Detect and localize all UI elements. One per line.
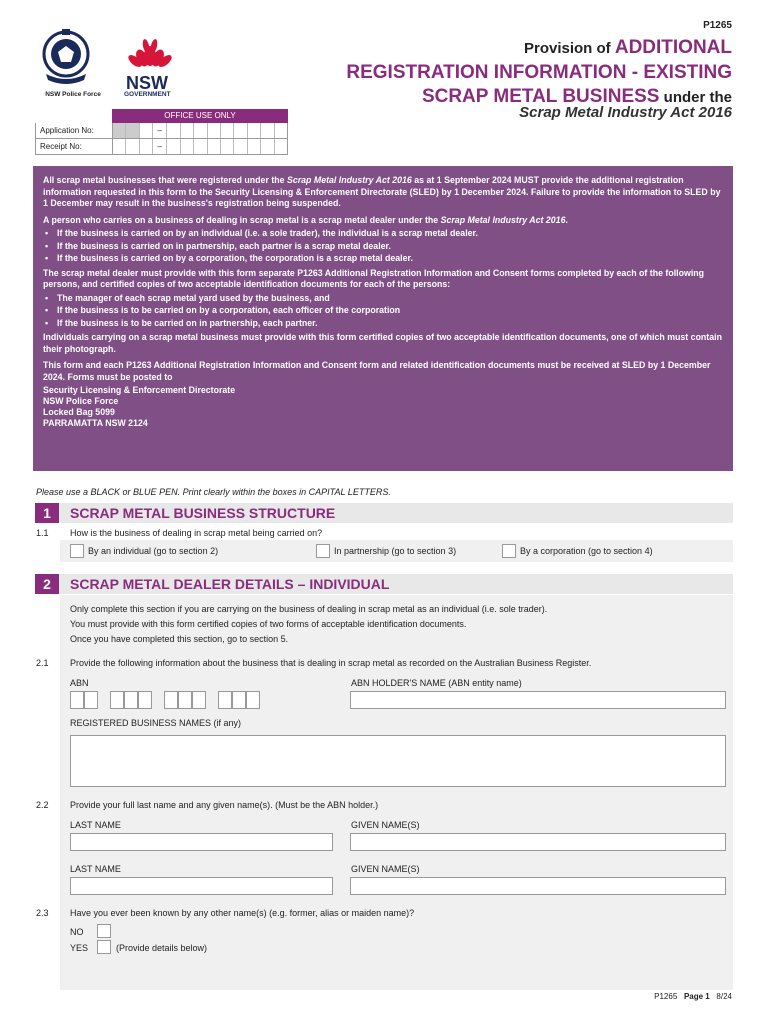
registered-names-field[interactable] <box>70 735 726 787</box>
last-name-field[interactable] <box>70 833 333 851</box>
application-no-label: Application No: <box>36 123 113 138</box>
question-text: How is the business of dealing in scrap metal being carried on? <box>70 528 323 538</box>
address-line: NSW Police Force <box>43 396 119 406</box>
information-box <box>33 166 733 471</box>
nsw-logo-text: NSW <box>126 73 168 93</box>
section-number: 2 <box>35 574 59 594</box>
receipt-no-cell[interactable] <box>194 139 207 154</box>
footer-page: Page 1 <box>683 992 710 1001</box>
list-item: • If the business is carried on by an individual (i.e. a sole trader), the individual is a scrap metal dealer. <box>43 228 723 240</box>
application-no-cell[interactable] <box>208 123 221 138</box>
list-item: • If the business is carried on in partnership, each partner is a scrap metal dealer. <box>43 241 723 253</box>
info-paragraph-4: Individuals carrying on a scrap metal business must provide with this form certified copies of two acceptable identification documents, one of which must contain their photograph. <box>43 332 722 354</box>
partnership-checkbox[interactable] <box>316 544 330 558</box>
footer-date: 8/24 <box>716 992 732 1001</box>
receipt-no-label: Receipt No: <box>36 139 113 154</box>
list-item: • The manager of each scrap metal yard used by the business, and <box>43 293 723 305</box>
section-2-body <box>60 595 733 990</box>
receipt-no-cell[interactable] <box>248 139 261 154</box>
application-no-cell[interactable] <box>181 123 194 138</box>
application-no-cell[interactable] <box>126 123 139 138</box>
corporation-option-label: By a corporation (go to section 4) <box>520 546 653 556</box>
info-text: as at 1 September 2024 <box>411 175 515 185</box>
abn-holder-name-field[interactable] <box>350 691 726 709</box>
abn-digit-box[interactable] <box>192 691 206 709</box>
section-2-header <box>35 574 733 594</box>
abn-digit-box[interactable] <box>218 691 232 709</box>
receipt-no-cell[interactable] <box>234 139 247 154</box>
title-suffix: under the <box>659 89 732 106</box>
receipt-no-dash: – <box>153 139 167 154</box>
intro-line: Once you have completed this section, go to section 5. <box>70 634 289 644</box>
title-accent-1: ADDITIONAL <box>614 37 732 58</box>
abn-digit-box[interactable] <box>178 691 192 709</box>
question-text: Have you ever been known by any other name(s) (e.g. former, alias or maiden name)? <box>70 908 415 918</box>
info-paragraph-5 <box>43 360 723 383</box>
question-number: 2.2 <box>36 800 49 810</box>
receipt-no-cell[interactable] <box>126 139 139 154</box>
form-title <box>346 36 732 110</box>
last-name-label: LAST NAME <box>70 864 121 874</box>
section-number: 1 <box>35 503 59 523</box>
question-text: Provide your full last name and any given name(s). (Must be the ABN holder.) <box>70 800 379 810</box>
postal-address <box>43 385 723 429</box>
question-number: 2.1 <box>36 658 49 668</box>
form-code: P1265 <box>703 20 732 31</box>
abn-digit-box[interactable] <box>84 691 98 709</box>
receipt-no-cell[interactable] <box>221 139 234 154</box>
title-accent-3: SCRAP METAL BUSINESS <box>421 86 660 107</box>
application-no-cell[interactable] <box>248 123 261 138</box>
intro-line: You must provide with this form certified copies of two forms of acceptable identification documents. <box>70 619 467 629</box>
info-act: Scrap Metal Industry Act 2016 <box>440 214 566 225</box>
corporation-checkbox[interactable] <box>502 544 516 558</box>
no-checkbox[interactable] <box>97 924 111 938</box>
info-paragraph-1 <box>43 175 723 210</box>
application-no-cell[interactable] <box>167 123 180 138</box>
info-text: Forms must be posted to <box>65 371 173 382</box>
receipt-no-cell[interactable] <box>208 139 221 154</box>
question-text: Provide the following information about the business that is dealing in scrap metal as recorded on the Australian Business Register. <box>70 658 592 668</box>
office-use-heading: OFFICE USE ONLY <box>112 109 288 123</box>
abn-digit-box[interactable] <box>70 691 84 709</box>
question-number: 1.1 <box>36 528 49 538</box>
receipt-no-row <box>35 139 288 155</box>
receipt-no-cell[interactable] <box>167 139 180 154</box>
registered-names-label: REGISTERED BUSINESS NAMES (if any) <box>70 718 242 728</box>
info-act: Scrap Metal Industry Act 2016 <box>286 175 412 185</box>
abn-digit-box[interactable] <box>124 691 138 709</box>
last-name-label: LAST NAME <box>70 820 121 830</box>
address-line: PARRAMATTA NSW 2124 <box>43 418 148 428</box>
receipt-no-cell[interactable] <box>113 139 126 154</box>
abn-digit-box[interactable] <box>110 691 124 709</box>
dealer-definition-list <box>43 228 723 265</box>
info-paragraph-3: The scrap metal dealer must provide with this form separate P1263 Additional Registration Information and Consent forms completed by each of the following persons, and certified copies of two acceptable identification documents for each of the persons: <box>43 267 705 289</box>
police-logo-caption: NSW Police Force <box>45 91 101 98</box>
receipt-no-cell[interactable] <box>181 139 194 154</box>
nsw-police-logo <box>38 28 108 98</box>
section-title: SCRAP METAL BUSINESS STRUCTURE <box>70 505 336 521</box>
footer-code: P1265 <box>654 992 678 1001</box>
partnership-option-label: In partnership (go to section 3) <box>334 546 457 556</box>
abn-label: ABN <box>70 678 89 688</box>
list-item: • If the business is to be carried on by a corporation, each officer of the corporation <box>43 305 723 317</box>
abn-digit-box[interactable] <box>232 691 246 709</box>
abn-digit-box[interactable] <box>138 691 152 709</box>
section-2-intro <box>70 602 547 647</box>
application-no-cell[interactable] <box>113 123 126 138</box>
pen-instruction: Please use a BLACK or BLUE PEN. Print clearly within the boxes in CAPITAL LETTERS. <box>36 487 391 497</box>
section-1-header <box>35 503 733 523</box>
nsw-logo-sub: GOVERNMENT <box>124 91 171 98</box>
section-title: SCRAP METAL DEALER DETAILS – INDIVIDUAL <box>70 576 390 592</box>
yes-note: (Provide details below) <box>116 943 208 953</box>
application-no-row <box>35 123 288 139</box>
individual-option-label: By an individual (go to section 2) <box>88 546 219 556</box>
application-no-cell[interactable] <box>234 123 247 138</box>
page-footer <box>654 992 732 1001</box>
address-line: Security Licensing & Enforcement Directorate <box>43 385 236 395</box>
given-names-field[interactable] <box>350 833 726 851</box>
individual-checkbox[interactable] <box>70 544 84 558</box>
nsw-government-logo <box>120 34 190 98</box>
list-item: • If the business is to be carried on in partnership, each partner. <box>43 318 723 330</box>
required-persons-list <box>43 293 723 330</box>
info-text: . <box>565 214 568 225</box>
application-no-dash: – <box>153 123 167 138</box>
office-use-table <box>35 109 288 155</box>
title-prefix: Provision of <box>524 40 615 57</box>
info-text: This form and each P1263 Additional Registration Information and Consent form and related identification documents <box>43 360 538 370</box>
abn-digit-box[interactable] <box>246 691 260 709</box>
given-names-label: GIVEN NAME(S) <box>351 820 420 830</box>
list-item: • If the business is carried on by a corporation, the corporation is a scrap metal dealer. <box>43 253 723 265</box>
title-line-2: REGISTRATION INFORMATION - EXISTING <box>346 62 732 83</box>
police-crest-icon <box>38 28 94 86</box>
application-no-cell[interactable] <box>140 123 153 138</box>
given-names-label: GIVEN NAME(S) <box>351 864 420 874</box>
act-name: Scrap Metal Industry Act 2016 <box>519 104 732 121</box>
intro-line: Only complete this section if you are carrying on the business of dealing in scrap metal as an individual (i.e. sole trader). <box>70 604 548 614</box>
application-no-cell[interactable] <box>275 123 287 138</box>
question-number: 2.3 <box>36 908 49 918</box>
abn-digit-box[interactable] <box>164 691 178 709</box>
info-text: A person who carries on a business of dealing in scrap metal is a scrap metal dealer under the <box>43 214 441 225</box>
no-label: NO <box>70 927 84 937</box>
info-text: All scrap metal businesses that were registered under the <box>43 175 287 185</box>
address-line: Locked Bag 5099 <box>43 407 115 417</box>
application-no-cell[interactable] <box>194 123 207 138</box>
application-no-cell[interactable] <box>221 123 234 138</box>
abn-holder-label: ABN HOLDER'S NAME (ABN entity name) <box>351 678 522 688</box>
receipt-no-cell[interactable] <box>140 139 153 154</box>
given-names-field[interactable] <box>350 877 726 895</box>
info-must: MUST <box>514 175 539 185</box>
info-text: provide the additional registration information requested in this form to the Security Licensing & Enforcement Directorate (SLED) by 1 December 2024. Failure to provide the information to SLED by 1 December may result in the business's registration being suspended. <box>43 175 721 208</box>
info-paragraph-2 <box>43 215 723 227</box>
yes-label: YES <box>70 943 89 953</box>
yes-checkbox[interactable] <box>97 940 111 954</box>
receipt-no-cell[interactable] <box>261 139 274 154</box>
last-name-field[interactable] <box>70 877 333 895</box>
waratah-icon <box>120 34 180 70</box>
receipt-no-cell[interactable] <box>275 139 287 154</box>
info-deadline: must be received at SLED by 1 December 2024. <box>43 360 711 382</box>
application-no-cell[interactable] <box>261 123 274 138</box>
